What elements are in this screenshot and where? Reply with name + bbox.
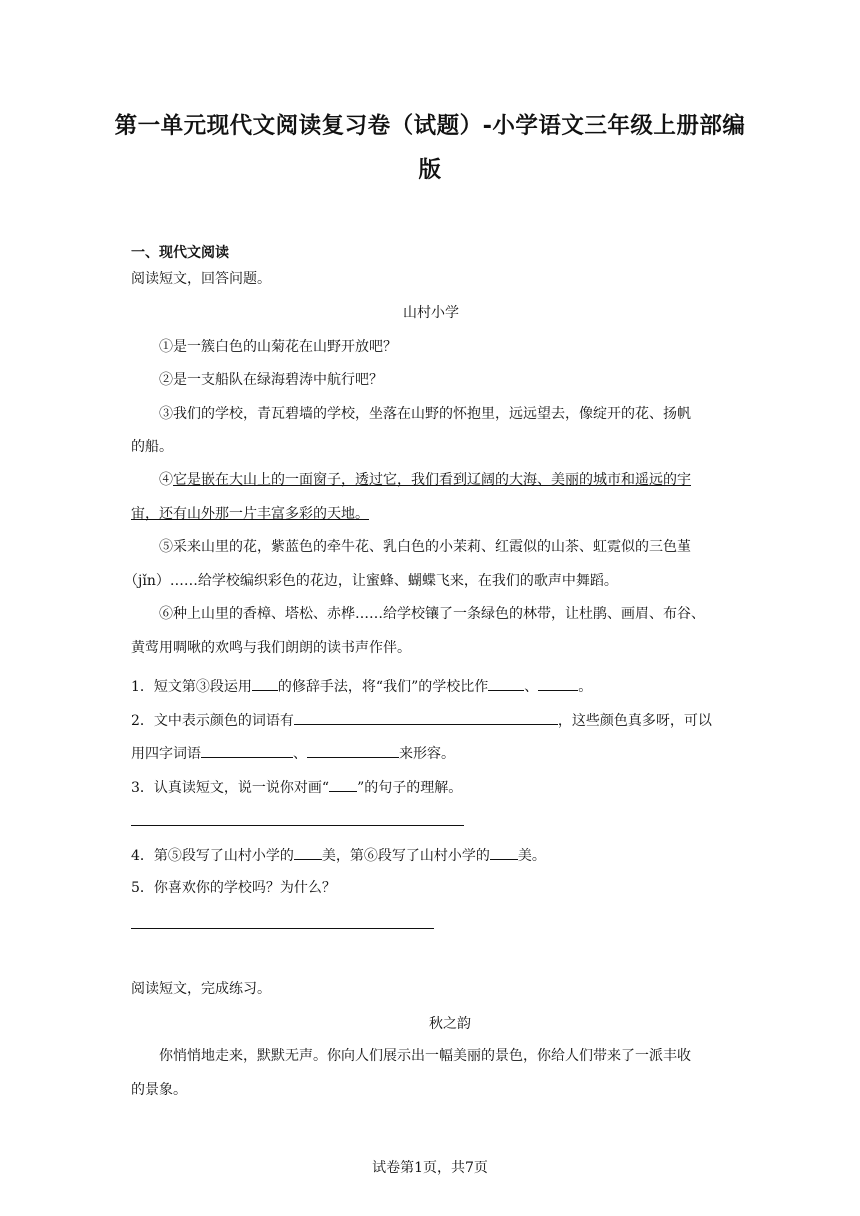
underlined-sentence-part-1: 它是嵌在大山上的一面窗子，透过它，我们看到辽阔的大海、美丽的城市和遥远的宇 [173, 472, 691, 488]
underlined-sentence-part-2: 宙，还有山外那一片丰富多彩的天地。 [131, 506, 369, 522]
q3-answer-line[interactable] [131, 825, 464, 826]
paragraph-2: ②是一支船队在绿海碧涛中航行吧？ [159, 372, 383, 388]
q4-blank-2[interactable] [490, 844, 518, 860]
section-heading: 一、现代文阅读 [131, 245, 229, 261]
q2-text-a: 2．文中表示颜色的词语有 [131, 713, 294, 729]
paragraph-4-line-1 [159, 469, 734, 491]
q2-text-b: ，这些颜色真多呀，可以 [557, 713, 712, 729]
instruction-2: 阅读短文，完成练习。 [131, 981, 271, 997]
question-1 [131, 675, 731, 698]
document-title [110, 104, 750, 192]
passage-2-line-2: 的景象。 [131, 1082, 187, 1098]
q1-blank-2[interactable] [488, 675, 524, 691]
q5-answer-line[interactable] [131, 928, 434, 929]
q4-text-a: 4．第⑤段写了山村小学的 [131, 848, 294, 864]
q3-blank[interactable] [329, 776, 357, 792]
paragraph-5-line-2: （jǐn）……给学校编织彩色的花边，让蜜蜂、蝴蝶飞来，在我们的歌声中舞蹈。 [124, 573, 618, 589]
instruction-1: 阅读短文，回答问题。 [131, 271, 271, 287]
q1-blank-3[interactable] [538, 675, 578, 691]
q2-text-d: 、 [293, 746, 307, 762]
q2-blank-2[interactable] [201, 742, 293, 758]
question-2-line-1 [131, 709, 731, 732]
paragraph-6-line-1: ⑥种上山里的香樟、塔松、赤桦……给学校镶了一条绿色的林带，让杜鹃、画眉、布谷、 [159, 606, 705, 622]
question-4 [131, 844, 731, 867]
page-footer: 试卷第1页，共7页 [372, 1160, 488, 1176]
q2-blank-3[interactable] [307, 742, 399, 758]
paragraph-5-line-1: ⑤采来山里的花，紫蓝色的牵牛花、乳白色的小茉莉、红霞似的山茶、虹霓似的三色堇 [159, 539, 691, 555]
q2-text-e: 来形容。 [399, 746, 455, 762]
paragraph-1: ①是一簇白色的山菊花在山野开放吧？ [159, 339, 397, 355]
q2-text-c: 用四字词语 [131, 746, 201, 762]
question-3 [131, 776, 731, 799]
question-2-line-2 [131, 742, 731, 765]
paragraph-6-line-2: 黄莺用啁啾的欢鸣与我们朗朗的读书声作伴。 [131, 640, 411, 656]
q1-text-b: 的修辞手法，将“我们”的学校比作 [277, 679, 489, 695]
q1-blank-1[interactable] [252, 675, 278, 691]
title-line-1: 第一单元现代文阅读复习卷（试题）-小学语文三年级上册部编 [114, 113, 746, 139]
q4-blank-1[interactable] [294, 844, 322, 860]
paragraph-4-number: ④ [159, 472, 173, 488]
q1-text-c: 、 [524, 679, 539, 695]
question-5: 5．你喜欢你的学校吗？为什么？ [131, 880, 336, 896]
paragraph-3-line-1: ③我们的学校，青瓦碧墙的学校，坐落在山野的怀抱里，远远望去，像绽开的花、扬帆 [159, 406, 691, 422]
paragraph-3-line-2: 的船。 [131, 439, 173, 455]
title-line-2: 版 [418, 157, 442, 183]
passage-2-line-1: 你悄悄地走来，默默无声。你向人们展示出一幅美丽的景色，你给人们带来了一派丰收 [159, 1048, 691, 1064]
passage-title-2: 秋之韵 [429, 1016, 471, 1032]
passage-title-1: 山村小学 [403, 305, 459, 321]
q2-blank-1[interactable] [294, 709, 558, 725]
q4-text-b: 美，第⑥段写了山村小学的 [321, 848, 490, 864]
q3-text-a: 3．认真读短文，说一说你对画“ [131, 780, 330, 796]
paragraph-4-line-2 [131, 503, 731, 525]
q1-text-a: 1．短文第③段运用 [131, 679, 252, 695]
q3-text-b: ”的句子的理解。 [357, 780, 463, 796]
q1-text-d: 。 [578, 679, 593, 695]
q4-text-c: 美。 [517, 848, 546, 864]
